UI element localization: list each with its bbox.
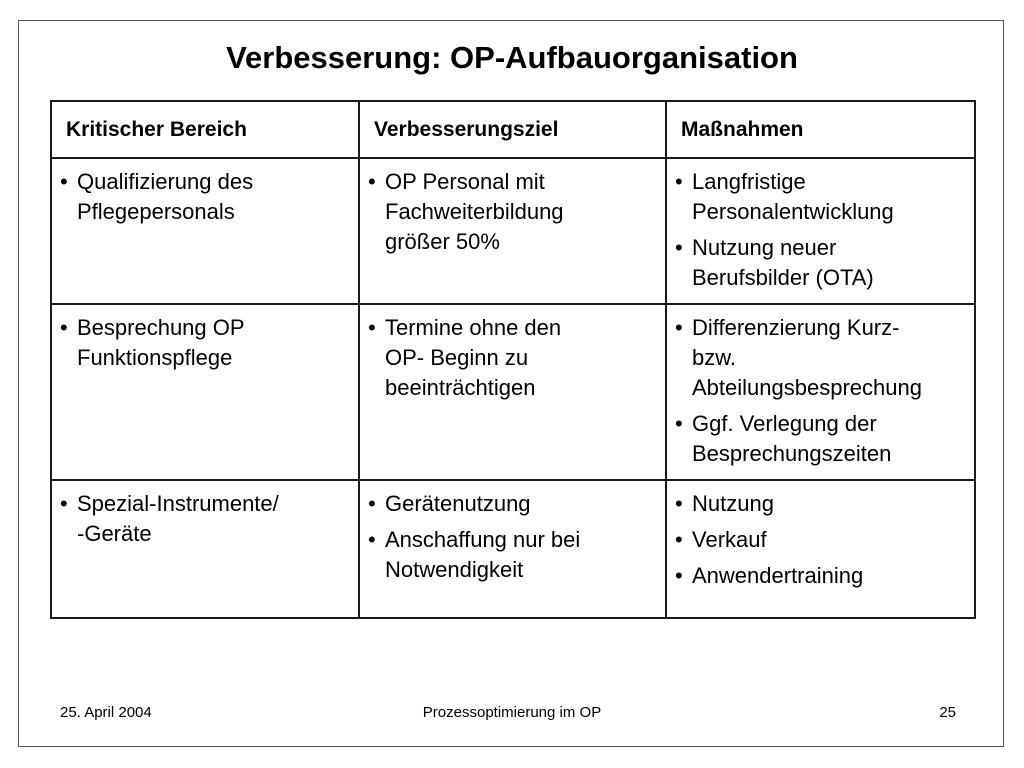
cell-ziel [359,158,666,304]
list-item: • Differenzierung Kurz- bzw. Abteilungsbesprechung [675,313,974,403]
page-number: 25 [939,704,956,721]
footer-title: Prozessoptimierung im OP [422,704,602,721]
table-row [51,304,975,480]
list-item: • Anwendertraining [675,561,974,591]
cell-bereich [51,158,359,304]
list-item: • Ggf. Verlegung der Besprechungszeiten [675,409,974,469]
cell-ziel [359,304,666,480]
cell-ziel [359,480,666,618]
list-item: • Termine ohne den OP- Beginn zu beeinträchtigen [368,313,665,403]
column-header-ziel: Verbesserungsziel [359,101,666,158]
cell-massnahmen [666,304,975,480]
list-item: • Nutzung [675,489,974,519]
list-item: • Nutzung neuer Berufsbilder (OTA) [675,233,974,293]
cell-massnahmen [666,480,975,618]
cell-massnahmen [666,158,975,304]
list-item: • Anschaffung nur bei Notwendigkeit [368,525,665,585]
list-item: • Qualifizierung des Pflegepersonals [60,167,358,227]
column-header-bereich: Kritischer Bereich [51,101,359,158]
table-header-row [51,101,975,158]
list-item: • Langfristige Personalentwicklung [675,167,974,227]
measures-table [50,100,976,619]
cell-bereich [51,304,359,480]
table-row [51,480,975,618]
column-header-massnahmen: Maßnahmen [666,101,975,158]
list-item: • Verkauf [675,525,974,555]
list-item: • OP Personal mit Fachweiterbildung größer 50% [368,167,665,257]
slide-title: Verbesserung: OP-Aufbauorganisation [226,40,798,75]
list-item: • Besprechung OP Funktionspflege [60,313,358,373]
table-row [51,158,975,304]
cell-bereich [51,480,359,618]
list-item: • Spezial-Instrumente/ -Geräte [60,489,358,549]
list-item: • Gerätenutzung [368,489,665,519]
footer-date: 25. April 2004 [60,704,152,721]
